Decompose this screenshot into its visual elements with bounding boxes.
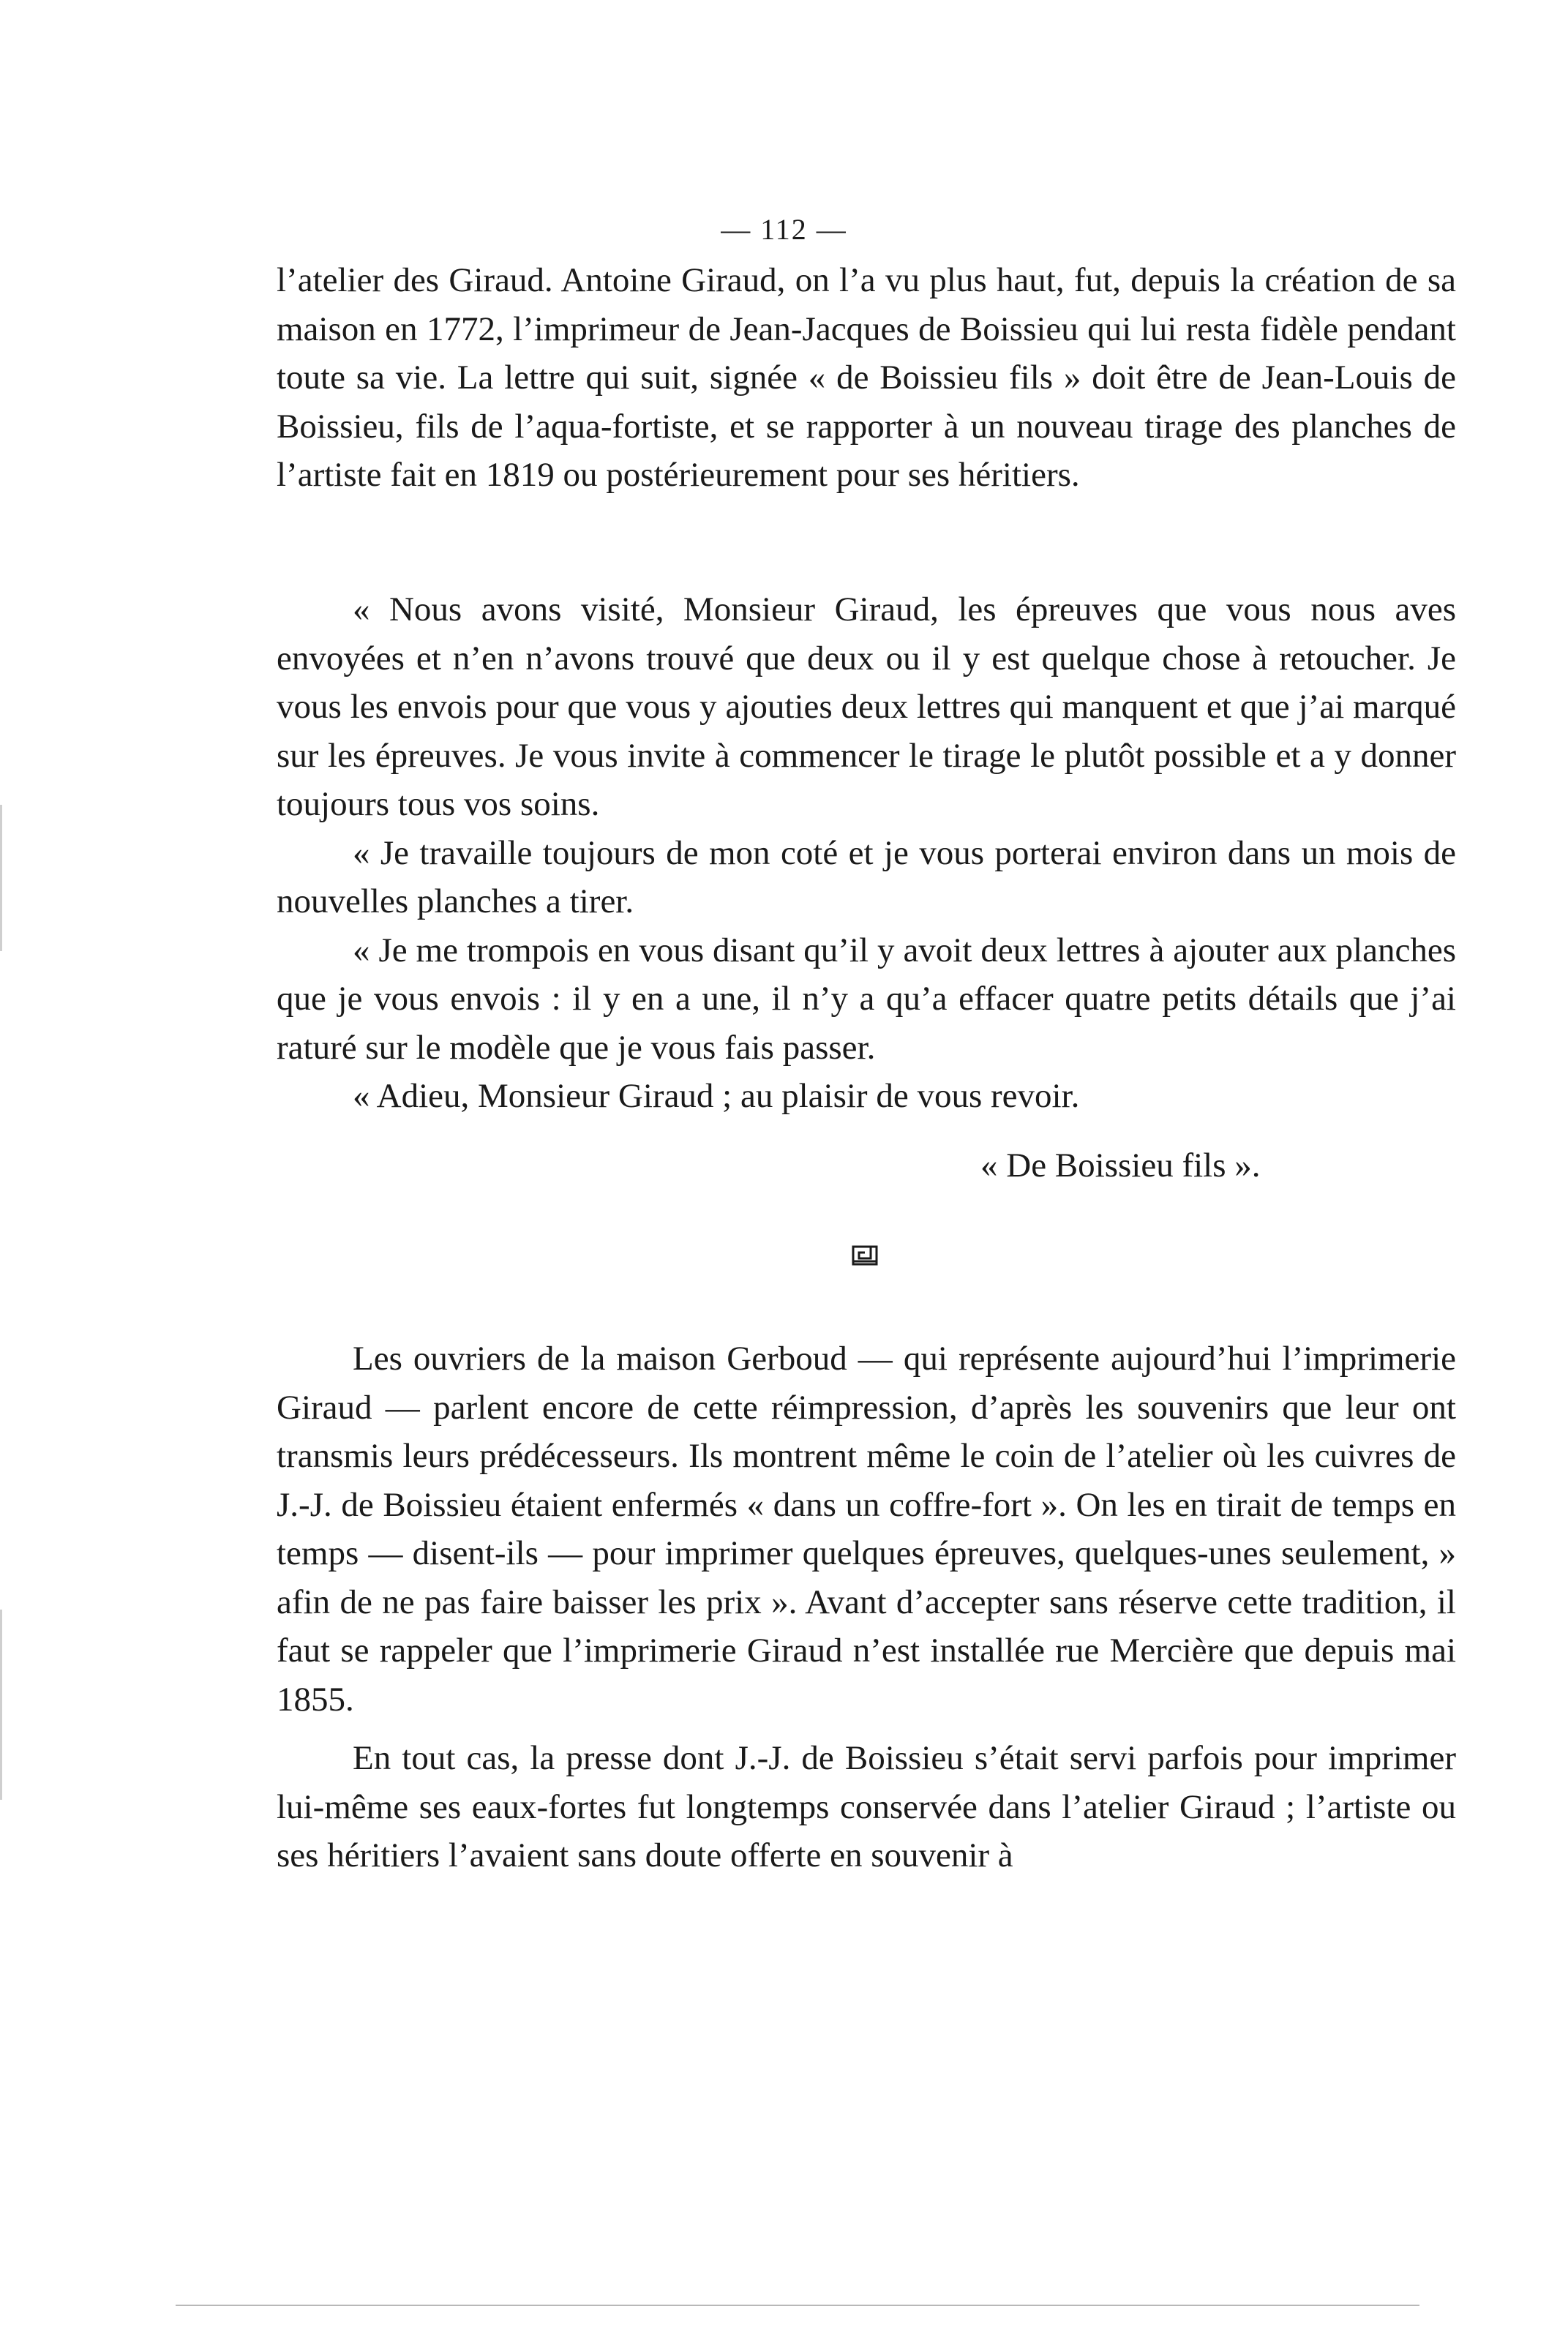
- letter-paragraph: « Je me trompois en vous disant qu’il y avoit deux lettres à ajouter aux planches que je vous envois : il y en a une, il n’y a qu’a effacer quatre petits détails que j’ai raturé sur le modèle que je vous fais passer.: [277, 931, 1456, 1067]
- paragraph: En tout cas, la presse dont J.-J. de Boissieu s’était servi parfois pour imprimer lui-même ses eaux-fortes fut longtemps conservée dans l’atelier Giraud ; l’artiste ou ses héritiers l’avaient sans doute offerte en souvenir à: [277, 1739, 1456, 1874]
- page-number: — 112 —: [721, 213, 847, 246]
- bottom-scan-rule: [176, 2305, 1419, 2306]
- closing-text: [277, 1334, 1456, 1880]
- scan-margin-mark: [0, 805, 2, 951]
- letter-paragraph: « Je travaille toujours de mon coté et je vous porterai environ dans un mois de nouvelles planches a tirer.: [277, 833, 1456, 920]
- scan-margin-mark: [0, 1610, 2, 1800]
- quoted-letter: [277, 585, 1456, 1121]
- intro-text: [277, 256, 1456, 500]
- letter-signature: « De Boissieu fils ».: [980, 1146, 1261, 1184]
- letter-paragraph: « Adieu, Monsieur Giraud ; au plaisir de vous revoir.: [353, 1077, 1080, 1115]
- paragraph: l’atelier des Giraud. Antoine Giraud, on l’a vu plus haut, fut, depuis la création de sa maison en 1772, l’imprimeur de Jean-Jacques de Boissieu qui lui resta fidèle pendant toute sa vie. La lettre qui suit, signée « de Boissieu fils » doit être de Jean-Louis de Boissieu, fils de l’aqua-fortiste, et se rapporter à un nouveau tirage des planches de l’artiste fait en 1819 ou postérieurement pour ses héritiers.: [277, 261, 1456, 494]
- greek-key-ornament-icon: [850, 1242, 879, 1269]
- paragraph: Les ouvriers de la maison Gerboud — qui représente aujourd’hui l’imprimerie Giraud — parlent encore de cette réimpression, d’après les souvenirs que leur ont transmis leurs prédécesseurs. Ils montrent même le coin de l’atelier où les cuivres de J.-J. de Boissieu étaient enfermés « dans un coffre-fort ». On les en tirait de temps en temps — disent-ils — pour imprimer quelques épreuves, quelques-unes seulement, » afin de ne pas faire baisser les prix ». Avant d’accepter sans réserve cette tradition, il faut se rappeler que l’imprimerie Giraud n’est installée rue Mercière que depuis mai 1855.: [277, 1340, 1456, 1719]
- letter-paragraph: « Nous avons visité, Monsieur Giraud, les épreuves que vous nous aves envoyées et n’en n’avons trouvé que deux ou il y est quelque chose à retoucher. Je vous les envois pour que vous y ajouties deux lettres qui manquent et que j’ai marqué sur les épreuves. Je vous invite à commencer le tirage le plutôt possible et a y donner toujours tous vos soins.: [277, 590, 1456, 823]
